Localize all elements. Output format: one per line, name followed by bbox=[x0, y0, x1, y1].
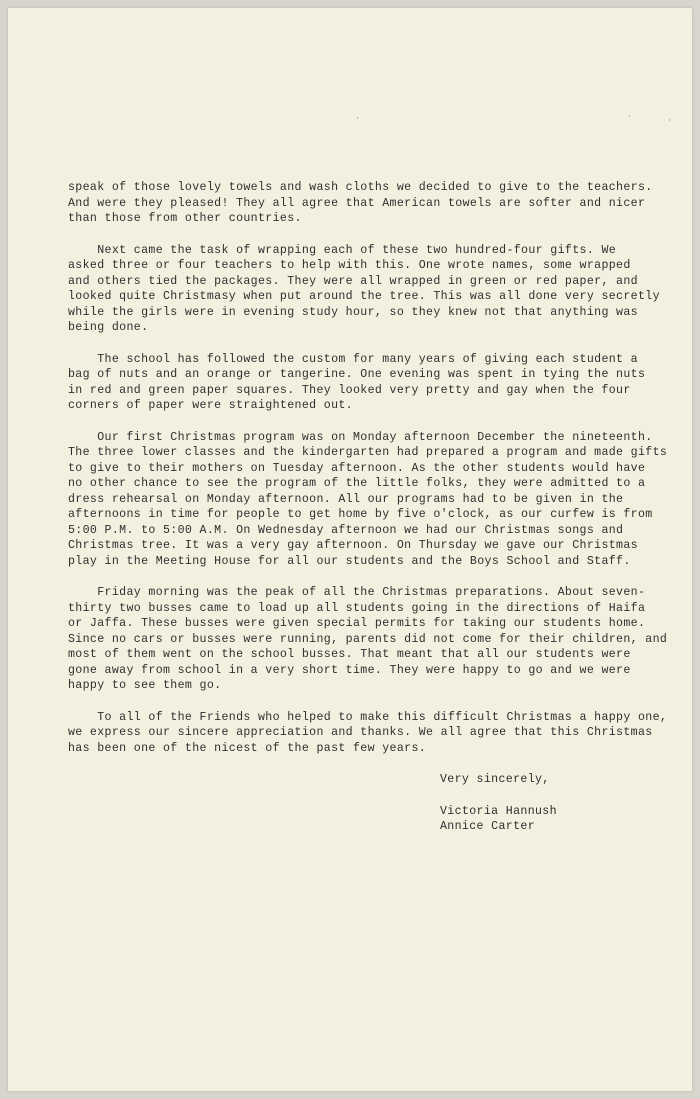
closing-salutation: Very sincerely, bbox=[440, 773, 550, 786]
paragraph-program: Our first Christmas program was on Monday afternoon December the nineteenth. The three lower classes and the kindergarten had prepared a program and made gifts to give to their mothers on Tuesday afternoon. As the other students would have no other chance to see the program of the little folks, they were admitted to a dress rehearsal on Monday afternoon. All our programs had to be given in the afternoons in time for people to get home by five o'clock, as our curfew is from 5:00 P.M. to 5:00 A.M. On Wednesday afternoon we had our Christmas songs and Christmas tree. It was a very gay afternoon. On Thursday we gave our Christmas play in the Meeting House for all our students and the Boys School and Staff. bbox=[68, 430, 668, 568]
letter-page bbox=[8, 8, 692, 1091]
paragraph-towels: speak of those lovely towels and wash cloths we decided to give to the teachers. And were they pleased! They all agree that American towels are softer and nicer than those from other countries. bbox=[68, 181, 653, 225]
signatory-name: Victoria Hannush bbox=[440, 804, 557, 818]
paper-speck: · bbox=[668, 116, 671, 126]
paragraph-friday: Friday morning was the peak of all the Christmas preparations. About seven- thirty two busses came to load up all students going in the directions of Haifa or Jaffa. These busses were given special permits for taking our students home. Since no cars or busses were running, parents did not come for their children, and most of them went on the school busses. That meant that all our students were gone away from school in a very short time. They were happy to go and we were happy to see them go. bbox=[68, 586, 668, 692]
paragraph-thanks: To all of the Friends who helped to make this difficult Christmas a happy one, we express our sincere appreciation and thanks. We all agree that this Christmas has been one of the nicest of the past few years. bbox=[68, 710, 668, 755]
letter-body bbox=[68, 180, 668, 835]
paragraph-wrapping: Next came the task of wrapping each of these two hundred-four gifts. We asked three or four teachers to help with this. One wrote names, some wrapped and others tied the packages. They were all wrapped in green or red paper, and looked quite Christmasy when put around the tree. This was all done very secretly while the girls were in evening study hour, so they knew not that anything was being done. bbox=[68, 243, 660, 334]
signatory-name: Annice Carter bbox=[440, 820, 535, 833]
paper-speck: · bbox=[356, 114, 359, 124]
paragraph-nuts: The school has followed the custom for many years of giving each student a bag of nuts and an orange or tangerine. One evening was spent in tying the nuts in red and green paper squares. They looked very pretty and gay when the four corners of paper were straightened out. bbox=[68, 352, 646, 412]
paper-speck: · bbox=[628, 112, 631, 122]
